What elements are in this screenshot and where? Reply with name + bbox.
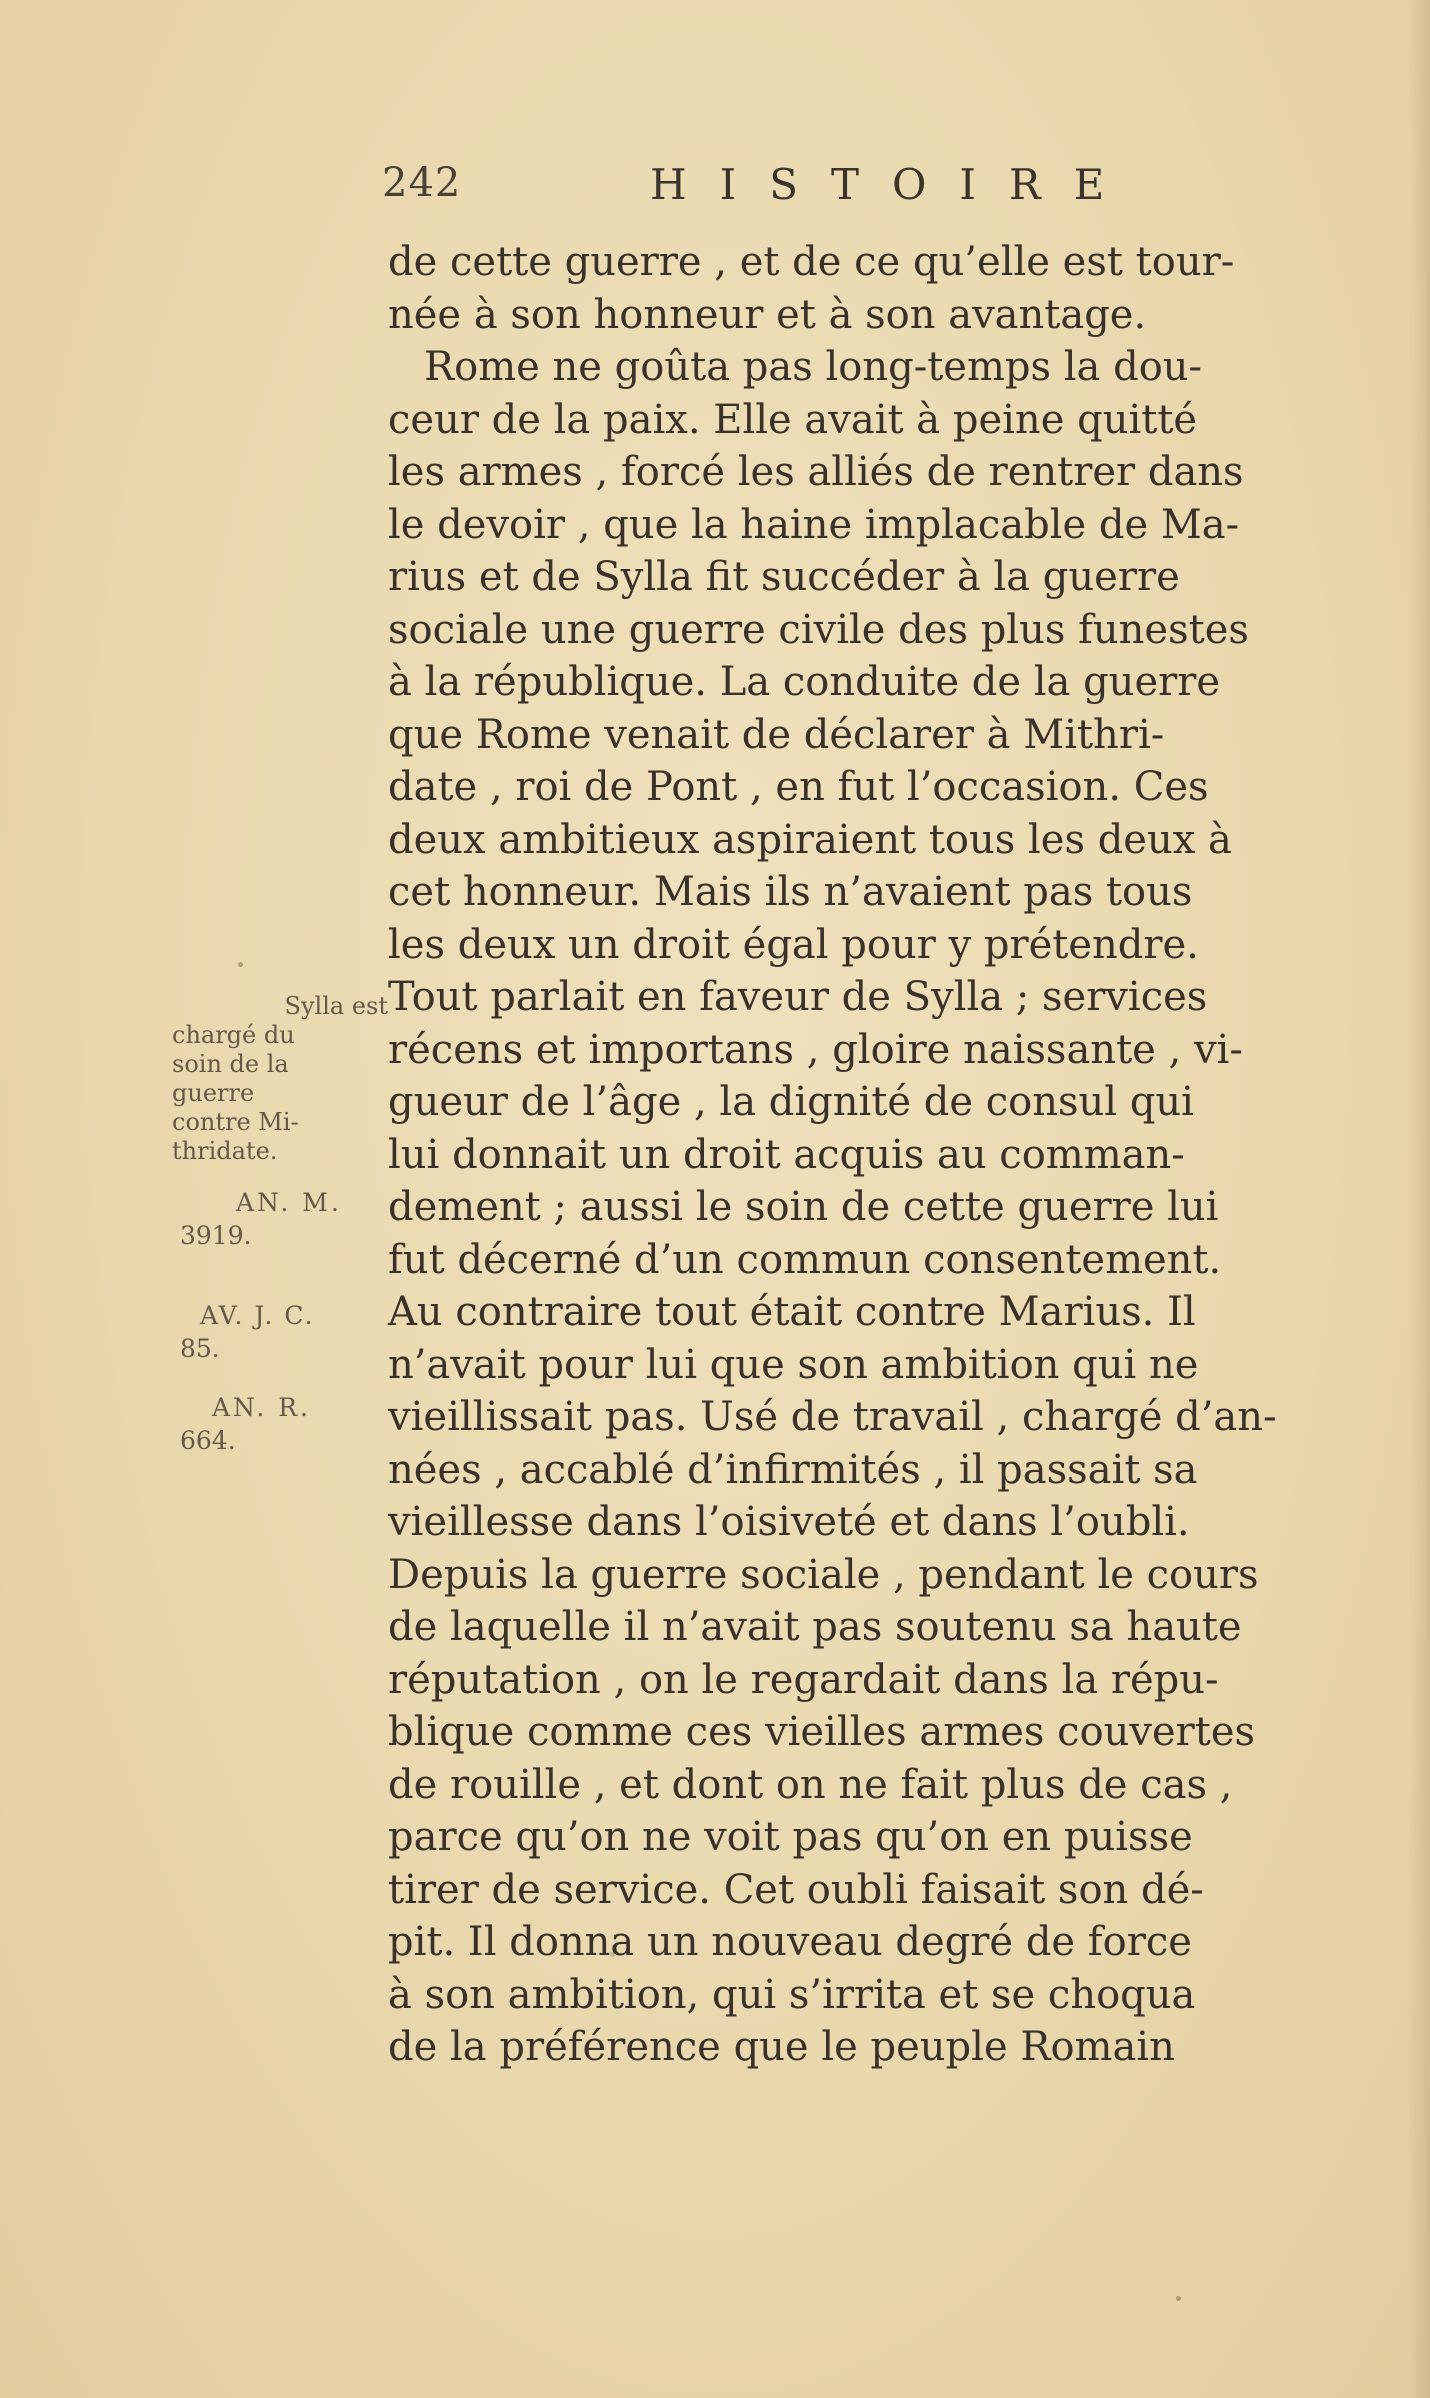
running-title: HISTOIRE [650, 160, 1138, 209]
text-line: n’avait pour lui que son ambition qui ne [388, 1341, 1199, 1388]
text-line: à la république. La conduite de la guerre [388, 659, 1221, 705]
page-number: 242 [382, 160, 462, 206]
text-line: ceur de la paix. Elle avait à peine quitté [388, 396, 1198, 443]
text-line: pit. Il donna un nouveau degré de force [388, 1919, 1192, 1965]
date-value: 3919. [180, 1220, 252, 1250]
date-label: AN. R. [212, 1393, 311, 1422]
margin-note-line: chargé du [172, 1021, 295, 1049]
date-value: 664. [180, 1425, 236, 1455]
paper-speck [1176, 2296, 1181, 2301]
text-line: à son ambition, qui s’irrita et se choqua [388, 1971, 1196, 2018]
text-line: de la préférence que le peuple Romain [388, 2024, 1175, 2070]
text-line: née à son honneur et à son avantage. [388, 291, 1147, 338]
text-line: de cette guerre , et de ce qu’elle est tour- [388, 239, 1235, 285]
date-label: AN. M. [236, 1188, 342, 1217]
text-line: Au contraire tout était contre Marius. Il [388, 1289, 1196, 1335]
text-line: Depuis la guerre sociale , pendant le cours [388, 1551, 1259, 1598]
paper-speck [238, 962, 243, 967]
margin-summary-note [172, 992, 388, 1166]
text-line: blique comme ces vieilles armes couvertes [388, 1709, 1256, 1755]
text-line: les deux un droit égal pour y prétendre. [388, 921, 1199, 968]
text-line: lui donnait un droit acquis au comman- [388, 1131, 1185, 1178]
text-line: rius et de Sylla fit succéder à la guerre [388, 554, 1180, 600]
text-line: sociale une guerre civile des plus funestes [388, 606, 1249, 653]
text-line: nées , accablé d’infirmités , il passait sa [388, 1446, 1198, 1493]
text-line: tirer de service. Cet oubli faisait son dé- [388, 1866, 1204, 1913]
text-line: parce qu’on ne voit pas qu’on en puisse [388, 1814, 1193, 1860]
text-line: le devoir , que la haine implacable de Ma- [388, 501, 1240, 548]
text-line: récens et importans , gloire naissante , vi- [388, 1026, 1243, 1073]
text-line: de laquelle il n’avait pas soutenu sa haute [388, 1604, 1242, 1650]
text-line: de rouille , et dont on ne fait plus de cas , [388, 1761, 1233, 1808]
margin-note-line: soin de la [172, 1050, 289, 1078]
text-line: que Rome venait de déclarer à Mithri- [388, 711, 1165, 758]
margin-note-line: thridate. [172, 1137, 278, 1165]
date-label: AV. J. C. [200, 1301, 315, 1330]
margin-date-before-christ [172, 1300, 388, 1365]
text-line: cet honneur. Mais ils n’avaient pas tous [388, 869, 1193, 915]
date-value: 85. [180, 1333, 220, 1363]
paper-speck [610, 1952, 615, 1957]
text-line: Tout parlait en faveur de Sylla ; services [388, 974, 1208, 1020]
page-gutter-shadow [1408, 0, 1430, 2398]
text-line: vieillesse dans l’oisiveté et dans l’oubli. [388, 1499, 1190, 1545]
page-header [382, 160, 1138, 220]
text-line: dement ; aussi le soin de cette guerre lui [388, 1184, 1219, 1230]
body-text [388, 236, 1338, 2074]
text-line: gueur de l’âge , la dignité de consul qui [388, 1079, 1194, 1125]
margin-date-ab-urbe-condita [172, 1392, 388, 1457]
text-line: Rome ne goûta pas long-temps la dou- [424, 344, 1203, 390]
margin-note-line: contre Mi- [172, 1108, 299, 1136]
margin-date-anno-mundi [172, 1187, 388, 1252]
text-line: les armes , forcé les alliés de rentrer dans [388, 449, 1244, 495]
text-line: date , roi de Pont , en fut l’occasion. Ces [388, 764, 1209, 810]
text-line: réputation , on le regardait dans la répu- [388, 1656, 1219, 1703]
text-line: deux ambitieux aspiraient tous les deux à [388, 816, 1232, 863]
margin-note-line: Sylla est [284, 992, 388, 1020]
text-line: vieillissait pas. Usé de travail , chargé d’an- [388, 1394, 1277, 1440]
text-line: fut décerné d’un commun consentement. [388, 1236, 1222, 1283]
margin-note-line: guerre [172, 1079, 255, 1107]
